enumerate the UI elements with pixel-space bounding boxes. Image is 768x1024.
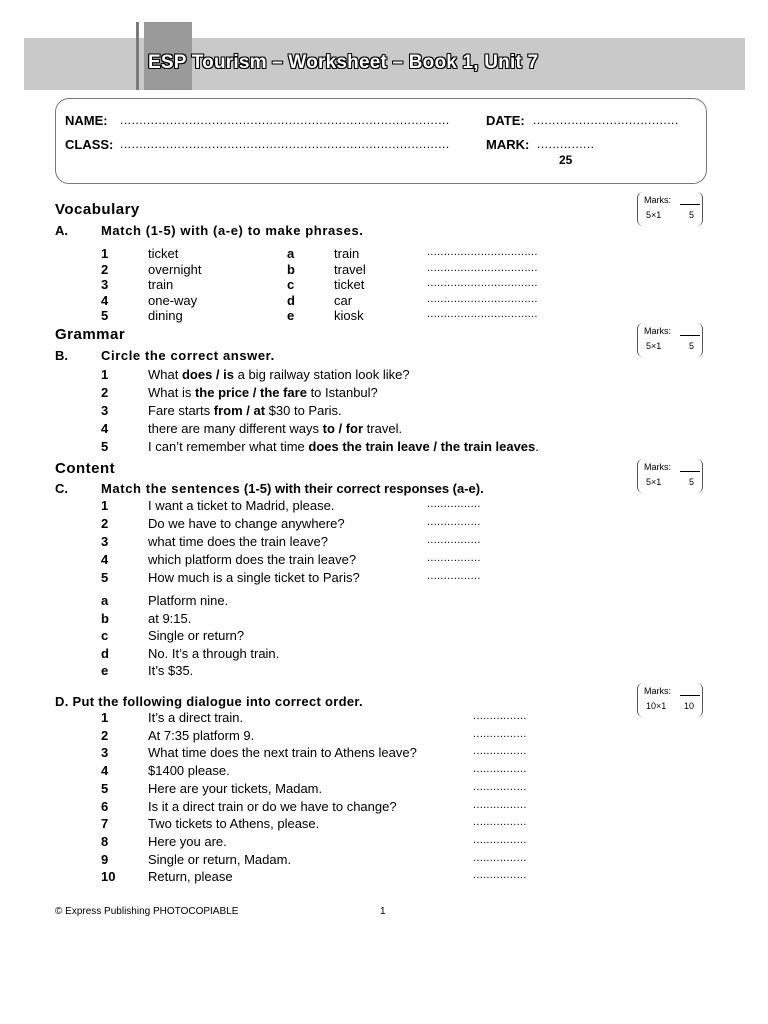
item-number: 2: [101, 385, 109, 400]
name-label: NAME:: [65, 113, 108, 128]
item-number: 2: [101, 727, 109, 743]
marks-label: Marks:: [644, 462, 671, 472]
dialogue-line: At 7:35 platform 9.: [148, 727, 255, 743]
question-d-instruction: D. Put the following dialogue into correct order.: [55, 694, 363, 709]
marks-box-b: [637, 323, 703, 357]
question-c-instruction-rest: (1-5) with their correct responses (a-e).: [240, 481, 484, 496]
answer-blank[interactable]: ................: [427, 516, 481, 528]
answer-blank[interactable]: ................: [473, 727, 527, 740]
answer-blank[interactable]: .................................: [427, 292, 538, 305]
marks-total: 5: [688, 341, 694, 351]
sentence: [148, 439, 539, 454]
dialogue-line: Return, please: [148, 869, 233, 885]
answer-blank[interactable]: ................: [473, 833, 527, 846]
item-letter: b: [287, 261, 295, 277]
sentence-text: to Istanbul?: [306, 385, 378, 400]
answer-choices[interactable]: to / for: [322, 421, 364, 436]
item-number: 10: [101, 869, 116, 885]
item-number: 3: [101, 534, 109, 549]
response: No. It’s a through train.: [148, 645, 280, 661]
marks-formula: 5×1: [646, 477, 662, 487]
dialogue-line: Here you are.: [148, 833, 227, 849]
item-number: 5: [101, 570, 109, 585]
marks-total: 5: [688, 477, 694, 487]
answer-blank[interactable]: ................: [427, 534, 481, 546]
item-number: 5: [101, 308, 109, 323]
answer-blank[interactable]: .................................: [427, 261, 538, 274]
item-word: car: [334, 292, 353, 308]
response: It’s $35.: [148, 663, 194, 678]
item-word: dining: [148, 308, 183, 323]
mark-total: 25: [559, 153, 573, 167]
answer-blank[interactable]: ................: [473, 710, 527, 722]
item-letter: c: [287, 277, 295, 292]
response: Single or return?: [148, 628, 245, 643]
item-number: 4: [101, 421, 109, 436]
item-number: 1: [101, 710, 109, 725]
sentence-text: a big railway station look like?: [234, 367, 410, 382]
item-number: 9: [101, 851, 109, 867]
footer-copyright: © Express Publishing PHOTOCOPIABLE: [55, 906, 239, 917]
item-word: travel: [334, 261, 366, 277]
item-number: 1: [101, 367, 109, 382]
marks-box-c: [637, 459, 703, 493]
answer-choices[interactable]: does the train leave / the train leaves: [308, 439, 536, 454]
sentence: [148, 385, 378, 400]
sentence-text: Fare starts: [148, 403, 214, 418]
item-number: 8: [101, 833, 109, 849]
answer-blank[interactable]: ................: [473, 816, 527, 829]
item-word: overnight: [148, 261, 202, 277]
mark-field[interactable]: ...............: [537, 137, 595, 151]
item-letter: c: [101, 628, 109, 643]
answer-blank[interactable]: ................: [473, 763, 527, 776]
sentence-text: I can’t remember what time: [148, 439, 309, 454]
item-word: one-way: [148, 292, 198, 308]
marks-box-d: [637, 683, 703, 717]
date-label: DATE:: [486, 113, 525, 128]
answer-choices[interactable]: from / at: [213, 403, 266, 418]
sentence: [148, 367, 410, 382]
dialogue-line: Is it a direct train or do we have to change?: [148, 798, 397, 814]
sentence: [148, 421, 402, 436]
response: Platform nine.: [148, 593, 229, 608]
dialogue-line: Two tickets to Athens, please.: [148, 816, 320, 832]
sentence: what time does the train leave?: [148, 534, 328, 549]
answer-choices[interactable]: does / is: [181, 367, 234, 382]
item-number: 3: [101, 745, 109, 761]
marks-total: 5: [688, 210, 694, 220]
class-label: CLASS:: [65, 137, 114, 152]
item-number: 6: [101, 798, 109, 814]
question-c-instruction: [101, 481, 484, 496]
item-number: 3: [101, 277, 109, 292]
item-number: 4: [101, 552, 109, 567]
marks-blank[interactable]: [680, 695, 700, 696]
item-word: ticket: [148, 246, 179, 261]
item-word: kiosk: [334, 308, 364, 323]
item-number: 2: [101, 261, 109, 277]
dialogue-line: Here are your tickets, Madam.: [148, 780, 323, 796]
item-letter: d: [287, 292, 295, 308]
answer-blank[interactable]: .................................: [427, 308, 538, 320]
date-field[interactable]: ......................................: [533, 113, 679, 127]
marks-label: Marks:: [644, 326, 671, 336]
answer-blank[interactable]: .................................: [427, 277, 538, 289]
item-number: 3: [101, 403, 109, 418]
item-number: 1: [101, 498, 109, 513]
question-c-instruction-bold: Match the sentences: [101, 481, 241, 496]
class-field[interactable]: ......................................................................................: [120, 137, 450, 151]
item-letter: d: [101, 645, 109, 661]
item-number: 1: [101, 246, 109, 261]
page-title: ESP Tourism – Worksheet – Book 1, Unit 7: [148, 52, 539, 73]
answer-blank[interactable]: ................: [473, 780, 527, 793]
marks-box-a: [637, 192, 703, 226]
item-letter: e: [101, 663, 109, 678]
section-title-vocabulary: Vocabulary: [55, 201, 140, 218]
dialogue-line: It’s a direct train.: [148, 710, 244, 725]
response: at 9:15.: [148, 610, 192, 626]
question-letter-b: B.: [55, 348, 68, 363]
sentence: Do we have to change anywhere?: [148, 516, 345, 531]
item-number: 4: [101, 292, 109, 308]
item-word: ticket: [334, 277, 365, 292]
answer-blank[interactable]: ................: [427, 498, 481, 510]
answer-blank[interactable]: ................: [427, 552, 481, 564]
answer-blank[interactable]: .................................: [427, 246, 538, 258]
answer-blank[interactable]: ................: [473, 798, 527, 811]
item-number: 7: [101, 816, 109, 832]
item-word: train: [334, 246, 360, 261]
marks-blank[interactable]: [680, 335, 700, 336]
item-letter: b: [101, 610, 109, 626]
marks-label: Marks:: [644, 195, 671, 205]
question-b-instruction: Circle the correct answer.: [101, 348, 275, 363]
mark-label: MARK:: [486, 137, 530, 152]
marks-blank[interactable]: [680, 471, 700, 472]
item-letter: a: [287, 246, 295, 261]
answer-choices[interactable]: the price / the fare: [194, 385, 307, 400]
item-number: 5: [101, 780, 109, 796]
marks-label: Marks:: [644, 686, 671, 696]
name-field[interactable]: ......................................................................................: [120, 113, 450, 127]
answer-blank[interactable]: ................: [473, 869, 527, 882]
answer-blank[interactable]: ................: [427, 570, 481, 582]
section-title-content: Content: [55, 460, 116, 477]
sentence-text: What is: [148, 385, 195, 400]
sentence: I want a ticket to Madrid, please.: [148, 498, 335, 513]
section-title-grammar: Grammar: [55, 326, 126, 343]
sentence-text: there are many different ways: [148, 421, 323, 436]
sentence-text: What: [148, 367, 182, 382]
header-accent-line: [136, 22, 139, 90]
dialogue-line: What time does the next train to Athens leave?: [148, 745, 417, 761]
question-letter-a: A.: [55, 223, 68, 238]
sentence-text: .: [535, 439, 539, 454]
marks-formula: 5×1: [646, 210, 662, 220]
marks-formula: 10×1: [646, 701, 667, 711]
marks-formula: 5×1: [646, 341, 662, 351]
answer-blank[interactable]: ................: [473, 851, 527, 864]
sentence: How much is a single ticket to Paris?: [148, 570, 360, 585]
footer-page-number: 1: [380, 906, 386, 917]
item-number: 2: [101, 516, 109, 531]
item-number: 5: [101, 439, 109, 454]
sentence: which platform does the train leave?: [148, 552, 357, 567]
dialogue-line: $1400 please.: [148, 763, 230, 779]
marks-total: 10: [683, 701, 694, 711]
sentence: [148, 403, 342, 418]
question-letter-c: C.: [55, 481, 68, 496]
question-a-instruction: Match (1-5) with (a-e) to make phrases.: [101, 223, 364, 238]
sentence-text: travel.: [363, 421, 403, 436]
item-number: 4: [101, 763, 109, 779]
marks-blank[interactable]: [680, 204, 700, 205]
item-letter: a: [101, 593, 109, 608]
sentence-text: $30 to Paris.: [265, 403, 342, 418]
item-letter: e: [287, 308, 295, 323]
dialogue-line: Single or return, Madam.: [148, 851, 292, 867]
item-word: train: [148, 277, 174, 292]
answer-blank[interactable]: ................: [473, 745, 527, 758]
